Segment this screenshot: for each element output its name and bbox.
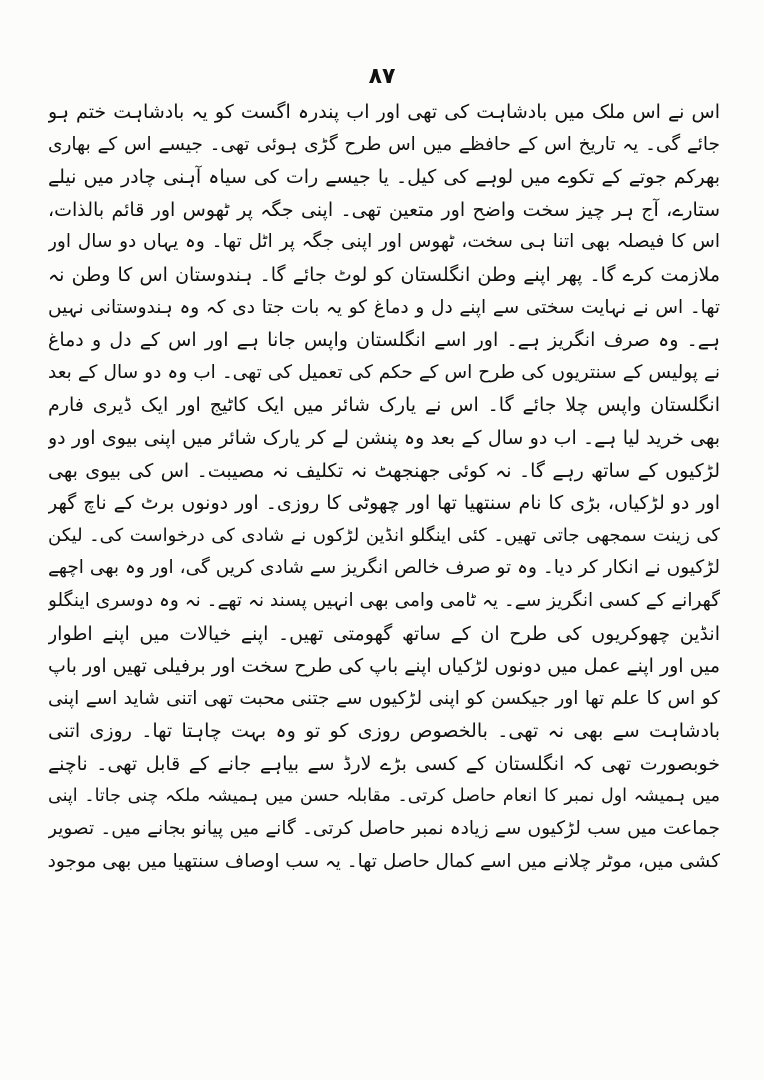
text-line: میں ہمیشہ اول نمبر کا انعام حاصل کرتی۔ مقابلہ حسن میں ہمیشہ ملکہ چنی جاتا۔ اپنی (48, 786, 720, 807)
page-number: ۸۷ (368, 64, 396, 89)
text-line: میں اور اپنے عمل میں دونوں لڑکیاں اپنے باپ کی طرح سخت اور برفیلی تھیں اور باپ (48, 655, 720, 678)
text-line: اس کا فیصلہ بھی اتنا ہی سخت، ٹھوس اور اپنی جگہ پر اٹل تھا۔ وہ یہاں دو سال اور (48, 231, 720, 253)
text-line: بھرکم جوتے کے تکوے میں لوہے کی کیل۔ یا جیسے رات کی سیاہ آہنی چادر میں نیلے (48, 166, 720, 189)
text-line: کو اس کا علم تھا اور جیکسن کو اپنی لڑکیوں سے جتنی محبت تھی اتنی شاید اسے اپنی (48, 687, 720, 709)
text-line: خوبصورت تھی کہ انگلستان کے کسی بڑے لارڈ سے بیاہے جانے کے قابل تھی۔ ناچنے (48, 752, 720, 775)
text-line: انڈین چھوکریوں کی طرح ان کے ساتھ گھومتی تھیں۔ اپنے خیالات میں اپنے اطوار (48, 622, 720, 645)
text-line: جماعت میں سب لڑکیوں سے زیادہ نمبر حاصل کرتی۔ گانے میں پیانو بجانے میں۔ تصویر (48, 818, 720, 840)
page-text-body (48, 96, 720, 878)
text-line: اس نے اس ملک میں بادشاہت کی تھی اور اب پندرہ اگست کو یہ بادشاہت ختم ہو (48, 101, 720, 123)
text-line: گھرانے کے کسی انگریز سے۔ یہ ٹامی وامی بھی انہیں پسند نہ تھے۔ نہ وہ دوسری اینگلو (48, 589, 720, 611)
text-line: انگلستان واپس چلا جائے گا۔ اس نے یارک شائر میں ایک کاٹیج اور ایک ڈیری فارم (48, 394, 720, 417)
text-line: اور دو لڑکیاں، بڑی کا نام سنتھیا تھا اور چھوٹی کا روزی۔ اور دونوں برٹ کے ناچ گھر (48, 492, 720, 515)
text-line: کی زینت سمجھی جاتی تھیں۔ کئی اینگلو انڈین لڑکوں نے شادی کی درخواست کی۔ لیکن (48, 524, 720, 546)
text-line: بادشاہت سے بھی نہ تھی۔ بالخصوص روزی کو تو وہ بہت چاہتا تھا۔ روزی اتنی (48, 720, 720, 743)
text-line: تھا۔ اس نے نہایت سختی سے اپنے دل و دماغ کو یہ بات جتا دی کہ وہ ہندوستانی نہیں (48, 296, 720, 318)
text-line: بھی خرید لیا ہے۔ اب دو سال کے بعد وہ پنشن لے کر یارک شائر میں اپنی بیوی اور دو (48, 426, 720, 449)
text-line: جائے گی۔ یہ تاریخ اس کے حافظے میں اس طرح گڑی ہوئی تھی۔ جیسے اس کے بھاری (48, 133, 720, 155)
text-line: نے پولیس کے سنتریوں کی طرح اس کے حکم کی تعمیل کی تھی۔ اب وہ دو سال کے بعد (48, 361, 720, 383)
text-line: لڑکیوں کے ساتھ رہے گا۔ نہ کوئی جھنجھٹ نہ تکلیف نہ مصیبت۔ اس کی بیوی بھی (48, 459, 720, 482)
text-line: ستارے، آج ہر چیز سخت واضح اور متعین تھی۔ اپنی جگہ پر ٹھوس اور قائم بالذات، (48, 198, 720, 221)
text-line: ہے۔ وہ صرف انگریز ہے۔ اور اسے انگلستان واپس جانا ہے اور اس کے دل و دماغ (48, 329, 720, 352)
text-line: لڑکیوں نے انکار کر دیا۔ وہ تو صرف خالص انگریز سے شادی کریں گی، اور وہ بھی اچھے (48, 557, 720, 579)
text-line: کشی میں، موٹر چلانے میں اسے کمال حاصل تھا۔ یہ سب اوصاف سنتھیا میں بھی موجود (48, 850, 720, 872)
text-line: ملازمت کرے گا۔ پھر اپنے وطن انگلستان کو لوٹ جائے گا۔ ہندوستان اس کا وطن نہ (48, 263, 720, 286)
